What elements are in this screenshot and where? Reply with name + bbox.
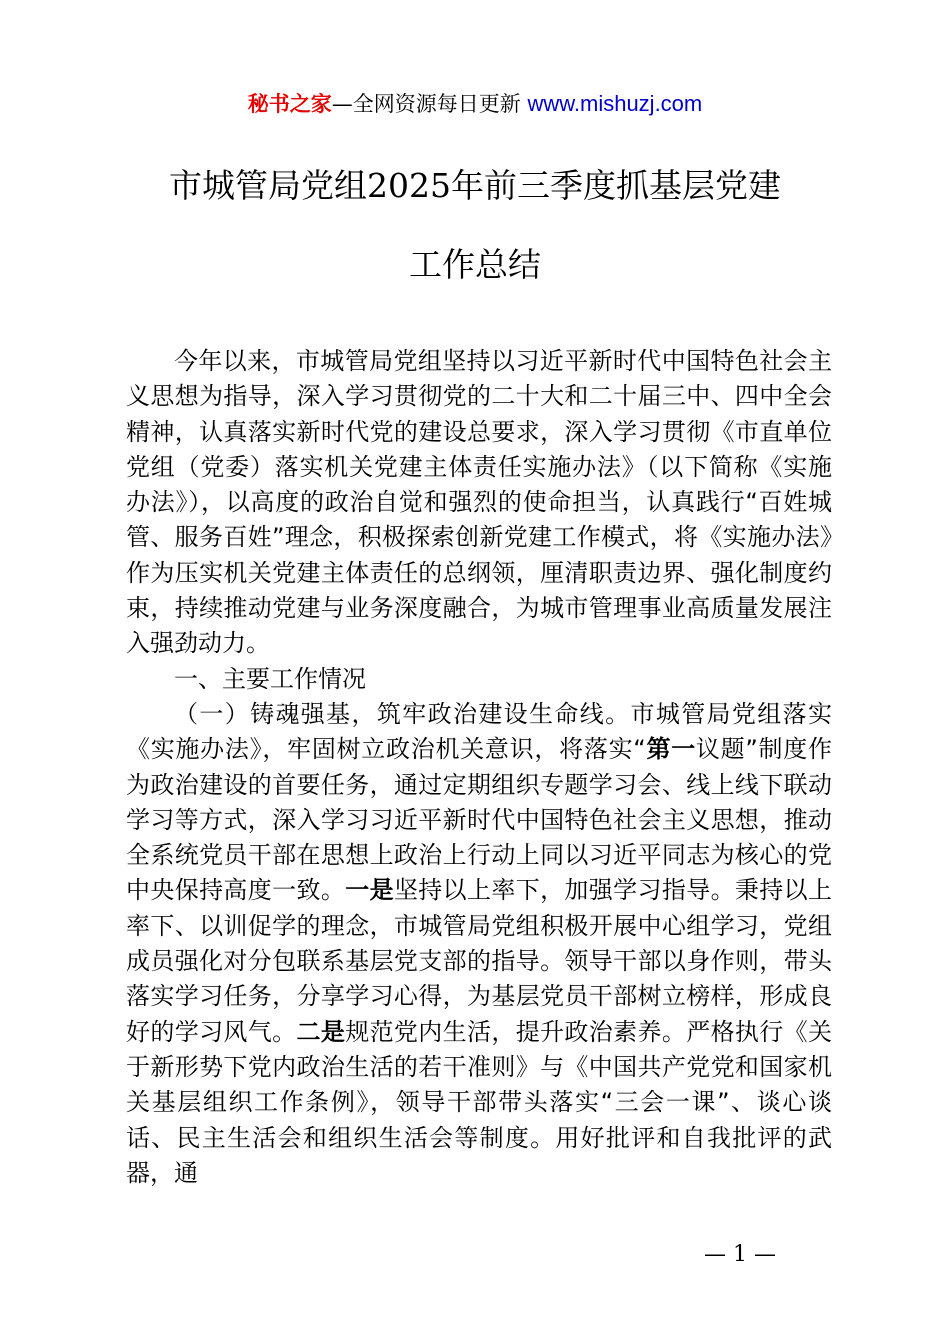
paragraph-text: 坚持以上率下，加强学习指导。秉持以上率下、以训促学的理念，市城管局党组积极开展中心组学习，党组成员强化对分包联系基层党支部的指导。领导干部以身作则，带头落实学习任务，分享学习心得，为基层党员干部树立榜样，形成良好的学习风气。 — [126, 876, 833, 1046]
paragraph-text: 议题”制度作为政治建设的首要任务，通过定期组织专题学习会、线上线下联动学习等方式，深入学习习近平新时代中国特色社会主义思想，推动全系统党员干部在思想上政治上行动上同以习近平同志为核心的党中央保持高度一致。 — [126, 735, 832, 905]
banner-slogan: —全网资源每日更新 — [331, 92, 521, 116]
paragraph-text: （一）铸魂强基，筑牢政治建设生命线。市城管局党组落实《实施办法》，牢固树立政治机关意识，将落实“ — [126, 699, 832, 764]
section-heading: 一、主要工作情况 — [174, 664, 366, 693]
emphasis-text: 一是 — [345, 876, 394, 905]
intro-paragraph: 今年以来，市城管局党组坚持以习近平新时代中国特色社会主义思想为指导，深入学习贯彻党的二十大和二十届三中、四中全会精神，认真落实新时代党的建设总要求，深入学习贯彻《市直单位党组（党委）落实机关党建主体责任实施办法》（以下简称《实施办法》），以高度的政治自觉和强烈的使命担当，认真践行“百姓城管、服务百姓”理念，积极探索创新党建工作模式，将《实施办法》作为压实机关党建主体责任的总纲领，厘清职责边界、强化制度约束，持续推动党建与业务深度融合，为城市管理事业高质量发展注入强劲动力。 — [126, 347, 832, 658]
site-banner — [0, 88, 950, 120]
site-url-link[interactable]: www.mishuzj.com — [527, 91, 703, 116]
emphasis-text: 二是 — [296, 1017, 346, 1046]
paragraph-text: 规范党内生活，提升政治素养。严格执行《关于新形势下党内政治生活的若干准则》与《中国共产党党和国家机关基层组织工作条例》，领导干部带头落实“三会一课”、谈心谈话、民主生活会和组织生活会等制度。用好批评和自我批评的武器，通 — [126, 1017, 833, 1187]
title-line-1: 市城管局党组2025年前三季度抓基层党建 — [169, 166, 781, 205]
title-line-2: 工作总结 — [409, 245, 541, 284]
brand-name: 秘书之家 — [247, 92, 332, 116]
section-paragraph — [126, 697, 832, 1191]
page-number: — 1 — — [704, 1242, 776, 1267]
emphasis-text: 第一 — [645, 735, 696, 764]
document-body — [126, 344, 832, 1191]
document-title — [100, 160, 850, 291]
